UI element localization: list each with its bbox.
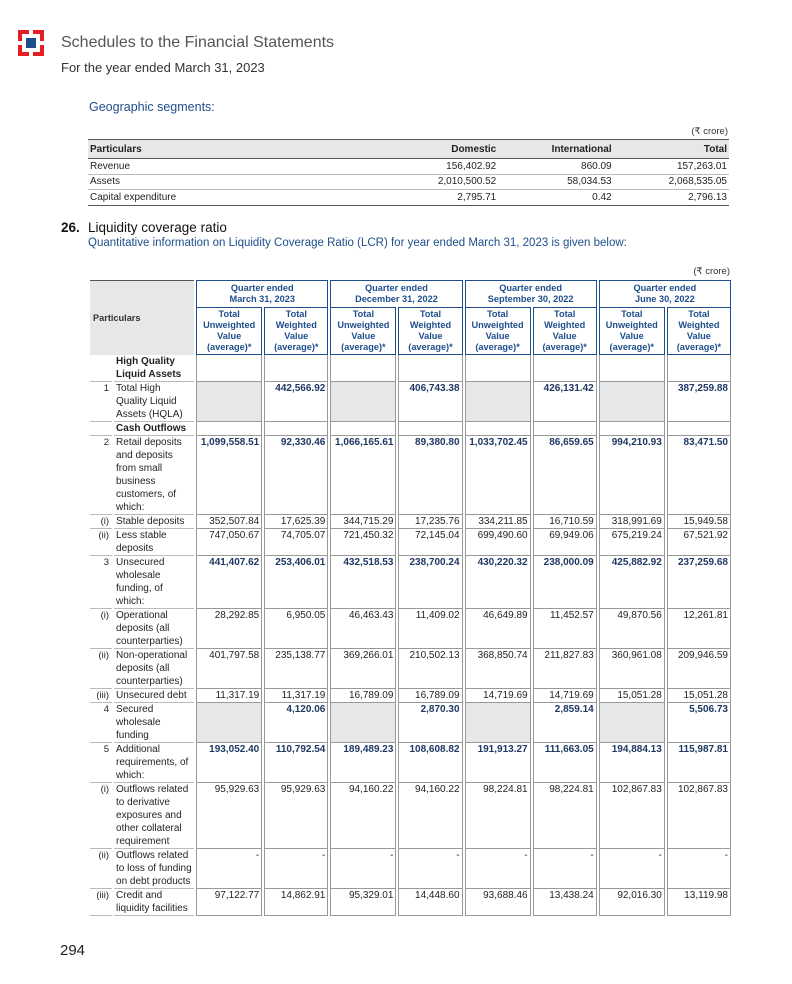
lcr-cell-value: 108,608.82 <box>398 743 462 783</box>
lcr-cell-value: 13,438.24 <box>533 889 597 916</box>
lcr-cell-value: 675,219.24 <box>599 529 665 556</box>
lcr-cell-value: 360,961.08 <box>599 649 665 689</box>
lcr-cell-value: 209,946.59 <box>667 649 731 689</box>
lcr-cell-value: 11,317.19 <box>196 689 262 703</box>
lcr-cell-value: 92,016.30 <box>599 889 665 916</box>
lcr-row-label: Total High Quality Liquid Assets (HQLA) <box>114 382 194 422</box>
geo-cell-value: 157,263.01 <box>614 159 729 175</box>
lcr-col-header-line: Value <box>418 331 443 341</box>
lcr-cell-value: 74,705.07 <box>264 529 328 556</box>
lcr-cell-value: - <box>465 849 531 889</box>
lcr-cell-value: 89,380.80 <box>398 436 462 515</box>
lcr-cell-value: 430,220.32 <box>465 556 531 609</box>
lcr-col-header-line: Total <box>688 309 710 319</box>
lcr-unit-label: (₹ crore) <box>693 266 730 277</box>
lcr-empty-cell <box>667 422 731 436</box>
lcr-cell-value: 237,259.68 <box>667 556 731 609</box>
lcr-empty-cell <box>667 355 731 382</box>
lcr-table-row <box>90 515 731 529</box>
lcr-col-header-line: Value <box>351 331 376 341</box>
lcr-empty-cell <box>196 355 262 382</box>
lcr-table-row <box>90 649 731 689</box>
lcr-col-header-line: Unweighted <box>605 320 658 330</box>
geo-row-label: Revenue <box>88 159 383 175</box>
geo-cell-value: 2,796.13 <box>614 190 729 206</box>
lcr-cell-value: 102,867.83 <box>667 783 731 849</box>
lcr-col-particulars: Particulars <box>90 280 194 355</box>
lcr-col-header-line: Value <box>619 331 644 341</box>
geo-cell-value: 0.42 <box>498 190 613 206</box>
lcr-col-header-line: (average)* <box>676 342 722 352</box>
lcr-row-index: (i) <box>90 515 112 529</box>
lcr-row-label: Credit and liquidity facilities <box>114 889 194 916</box>
lcr-row-label: Less stable deposits <box>114 529 194 556</box>
section-description: Quantitative information on Liquidity Coverage Ratio (LCR) for year ended March 31, 2023 is given below: <box>88 237 627 249</box>
lcr-cell-value: 15,051.28 <box>667 689 731 703</box>
lcr-cell-value: 253,406.01 <box>264 556 328 609</box>
lcr-table-row <box>90 889 731 916</box>
lcr-col-header-line: Value <box>284 331 309 341</box>
lcr-col-header-line: Total <box>352 309 375 319</box>
lcr-cell-value: 442,566.92 <box>264 382 328 422</box>
lcr-group-row <box>90 422 731 436</box>
lcr-cell-value: 368,850.74 <box>465 649 531 689</box>
lcr-empty-cell <box>599 355 665 382</box>
lcr-cell-value: 344,715.29 <box>330 515 396 529</box>
lcr-row-index: (ii) <box>90 649 112 689</box>
lcr-cell-value: 17,235.76 <box>398 515 462 529</box>
lcr-col-header-line: Value <box>217 331 242 341</box>
lcr-cell-value: 94,160.22 <box>330 783 396 849</box>
lcr-cell-value: 1,099,558.51 <box>196 436 262 515</box>
lcr-empty-cell <box>465 422 531 436</box>
geo-table-row <box>88 174 729 190</box>
lcr-cell-value: 28,292.85 <box>196 609 262 649</box>
lcr-cell-value: 432,518.53 <box>330 556 396 609</box>
lcr-cell-value: 86,659.65 <box>533 436 597 515</box>
lcr-col-unweighted <box>196 307 262 355</box>
lcr-cell-value: 1,066,165.61 <box>330 436 396 515</box>
lcr-cell-value: 111,663.05 <box>533 743 597 783</box>
lcr-col-header-line: (average)* <box>206 342 252 352</box>
lcr-row-label: Outflows related to derivative exposures and other collateral requirement <box>114 783 194 849</box>
lcr-col-header-line: Unweighted <box>203 320 256 330</box>
lcr-empty-cell <box>330 422 396 436</box>
lcr-shaded-cell <box>599 382 665 422</box>
lcr-cell-value: 115,987.81 <box>667 743 731 783</box>
lcr-cell-value: 191,913.27 <box>465 743 531 783</box>
lcr-cell-value: 72,145.04 <box>398 529 462 556</box>
lcr-row-index: (iii) <box>90 889 112 916</box>
lcr-quarter-header-row <box>90 280 731 307</box>
lcr-empty-cell <box>533 355 597 382</box>
lcr-empty-cell <box>465 355 531 382</box>
lcr-cell-value: 747,050.67 <box>196 529 262 556</box>
lcr-cell-value: 98,224.81 <box>465 783 531 849</box>
lcr-empty-cell <box>90 422 112 436</box>
lcr-cell-value: 334,211.85 <box>465 515 531 529</box>
lcr-cell-value: 102,867.83 <box>599 783 665 849</box>
geo-col-particulars: Particulars <box>88 140 383 159</box>
lcr-col-header-line: Weighted <box>275 320 317 330</box>
lcr-empty-cell <box>90 355 112 382</box>
geo-col-international: International <box>498 140 613 159</box>
lcr-col-header-line: (average)* <box>274 342 319 352</box>
geo-cell-value: 156,402.92 <box>383 159 498 175</box>
lcr-cell-value: 4,120.06 <box>264 703 328 743</box>
lcr-cell-value: 401,797.58 <box>196 649 262 689</box>
lcr-cell-value: 95,329.01 <box>330 889 396 916</box>
lcr-quarter-label-line2: September 30, 2022 <box>487 294 574 304</box>
lcr-row-label: Unsecured debt <box>114 689 194 703</box>
lcr-table-row <box>90 556 731 609</box>
geographic-segments-heading: Geographic segments: <box>89 100 215 114</box>
lcr-cell-value: 238,700.24 <box>398 556 462 609</box>
lcr-row-index: (i) <box>90 783 112 849</box>
lcr-table-row <box>90 849 731 889</box>
lcr-col-header-line: Value <box>686 331 711 341</box>
lcr-cell-value: 69,949.06 <box>533 529 597 556</box>
lcr-cell-value: 14,719.69 <box>465 689 531 703</box>
lcr-cell-value: 189,489.23 <box>330 743 396 783</box>
lcr-cell-value: 15,051.28 <box>599 689 665 703</box>
lcr-cell-value: 2,870.30 <box>398 703 462 743</box>
lcr-table-row <box>90 436 731 515</box>
lcr-cell-value: 94,160.22 <box>398 783 462 849</box>
lcr-quarter-header <box>330 280 462 307</box>
geo-cell-value: 2,795.71 <box>383 190 498 206</box>
lcr-col-header-line: (average)* <box>408 342 453 352</box>
lcr-cell-value: 425,882.92 <box>599 556 665 609</box>
lcr-cell-value: 95,929.63 <box>196 783 262 849</box>
lcr-col-header-line: Total <box>621 309 643 319</box>
geographic-segments-table <box>88 139 729 206</box>
lcr-cell-value: 5,506.73 <box>667 703 731 743</box>
lcr-col-header-line: Total <box>285 309 307 319</box>
lcr-cell-value: 369,266.01 <box>330 649 396 689</box>
geo-cell-value: 58,034.53 <box>498 174 613 190</box>
lcr-col-unweighted <box>599 307 665 355</box>
page-number: 294 <box>60 942 86 959</box>
lcr-row-index: (ii) <box>90 849 112 889</box>
lcr-col-weighted <box>398 307 462 355</box>
lcr-cell-value: 98,224.81 <box>533 783 597 849</box>
lcr-row-index: 3 <box>90 556 112 609</box>
lcr-col-header-line: (average)* <box>542 342 587 352</box>
lcr-cell-value: - <box>599 849 665 889</box>
lcr-quarter-label-line1: Quarter ended <box>633 283 697 293</box>
geo-table-row <box>88 159 729 175</box>
lcr-cell-value: 426,131.42 <box>533 382 597 422</box>
lcr-cell-value: - <box>196 849 262 889</box>
lcr-col-header-line: Total <box>554 309 576 319</box>
lcr-cell-value: - <box>330 849 396 889</box>
lcr-table <box>88 280 733 916</box>
lcr-table-row <box>90 382 731 422</box>
geographic-unit-label: (₹ crore) <box>691 126 728 137</box>
lcr-row-index: 2 <box>90 436 112 515</box>
lcr-table-row <box>90 703 731 743</box>
lcr-empty-cell <box>398 355 462 382</box>
lcr-col-header-line: Value <box>485 331 510 341</box>
lcr-cell-value: 11,409.02 <box>398 609 462 649</box>
lcr-empty-cell <box>398 422 462 436</box>
lcr-cell-value: 46,463.43 <box>330 609 396 649</box>
lcr-empty-cell <box>330 355 396 382</box>
lcr-row-label: Non-operational deposits (all counterparties) <box>114 649 194 689</box>
lcr-col-header-line: Total <box>419 309 442 319</box>
lcr-cell-value: 235,138.77 <box>264 649 328 689</box>
lcr-group-label: Cash Outflows <box>114 422 194 436</box>
lcr-cell-value: - <box>264 849 328 889</box>
lcr-shaded-cell <box>196 382 262 422</box>
lcr-cell-value: 97,122.77 <box>196 889 262 916</box>
lcr-row-label: Retail deposits and deposits from small business customers, of which: <box>114 436 194 515</box>
lcr-quarter-label-line2: December 31, 2022 <box>355 294 438 304</box>
lcr-cell-value: 92,330.46 <box>264 436 328 515</box>
lcr-cell-value: - <box>533 849 597 889</box>
lcr-col-header-line: Total <box>218 309 240 319</box>
lcr-row-label: Stable deposits <box>114 515 194 529</box>
section-number: 26. <box>61 220 80 235</box>
lcr-cell-value: 49,870.56 <box>599 609 665 649</box>
lcr-cell-value: 16,710.59 <box>533 515 597 529</box>
lcr-cell-value: 14,719.69 <box>533 689 597 703</box>
lcr-cell-value: 193,052.40 <box>196 743 262 783</box>
lcr-empty-cell <box>264 355 328 382</box>
lcr-col-header-line: Value <box>552 331 577 341</box>
lcr-col-header-line: Weighted <box>544 320 586 330</box>
geo-cell-value: 2,010,500.52 <box>383 174 498 190</box>
lcr-cell-value: 14,862.91 <box>264 889 328 916</box>
lcr-quarter-label-line1: Quarter ended <box>499 283 563 293</box>
lcr-shaded-cell <box>196 703 262 743</box>
lcr-cell-value: - <box>667 849 731 889</box>
lcr-row-label: Unsecured wholesale funding, of which: <box>114 556 194 609</box>
lcr-col-header-line: Weighted <box>409 320 452 330</box>
geo-table-row <box>88 190 729 206</box>
lcr-quarter-label-line1: Quarter ended <box>365 283 428 293</box>
page-header-title: Schedules to the Financial Statements <box>61 34 335 51</box>
lcr-quarter-label-line1: Quarter ended <box>230 283 294 293</box>
lcr-row-label: Additional requirements, of which: <box>114 743 194 783</box>
lcr-cell-value: 16,789.09 <box>398 689 462 703</box>
section-title: Liquidity coverage ratio <box>88 220 227 235</box>
lcr-table-row <box>90 689 731 703</box>
lcr-cell-value: 1,033,702.45 <box>465 436 531 515</box>
lcr-group-label: High Quality Liquid Assets <box>114 355 194 382</box>
lcr-cell-value: 210,502.13 <box>398 649 462 689</box>
geo-header-row <box>88 140 729 159</box>
lcr-row-index: 1 <box>90 382 112 422</box>
lcr-empty-cell <box>196 422 262 436</box>
lcr-cell-value: 238,000.09 <box>533 556 597 609</box>
lcr-row-label: Outflows related to loss of funding on debt products <box>114 849 194 889</box>
lcr-shaded-cell <box>465 382 531 422</box>
bank-logo-icon <box>18 30 44 56</box>
geo-col-domestic: Domestic <box>383 140 498 159</box>
lcr-col-header-line: (average)* <box>341 342 386 352</box>
lcr-cell-value: 93,688.46 <box>465 889 531 916</box>
lcr-cell-value: 318,991.69 <box>599 515 665 529</box>
lcr-cell-value: 110,792.54 <box>264 743 328 783</box>
lcr-table-row <box>90 529 731 556</box>
lcr-cell-value: 6,950.05 <box>264 609 328 649</box>
lcr-col-header-line: Unweighted <box>337 320 390 330</box>
lcr-cell-value: 14,448.60 <box>398 889 462 916</box>
lcr-cell-value: 441,407.62 <box>196 556 262 609</box>
lcr-col-unweighted <box>330 307 396 355</box>
lcr-cell-value: 13,119.98 <box>667 889 731 916</box>
lcr-empty-cell <box>533 422 597 436</box>
lcr-cell-value: 387,259.88 <box>667 382 731 422</box>
lcr-group-row <box>90 355 731 382</box>
lcr-cell-value: 352,507.84 <box>196 515 262 529</box>
lcr-row-index: (ii) <box>90 529 112 556</box>
lcr-table-row <box>90 609 731 649</box>
lcr-cell-value: 194,884.13 <box>599 743 665 783</box>
geo-row-label: Assets <box>88 174 383 190</box>
lcr-cell-value: 11,452.57 <box>533 609 597 649</box>
lcr-row-label: Operational deposits (all counterparties) <box>114 609 194 649</box>
lcr-shaded-cell <box>330 382 396 422</box>
lcr-cell-value: 994,210.93 <box>599 436 665 515</box>
lcr-cell-value: 11,317.19 <box>264 689 328 703</box>
lcr-table-row <box>90 783 731 849</box>
lcr-col-header-line: (average)* <box>609 342 654 352</box>
lcr-cell-value: 46,649.89 <box>465 609 531 649</box>
lcr-cell-value: 406,743.38 <box>398 382 462 422</box>
lcr-col-header-line: Total <box>486 309 509 319</box>
lcr-col-header-line: Unweighted <box>471 320 524 330</box>
lcr-cell-value: 15,949.58 <box>667 515 731 529</box>
lcr-row-index: (iii) <box>90 689 112 703</box>
lcr-row-index: (i) <box>90 609 112 649</box>
lcr-cell-value: 211,827.83 <box>533 649 597 689</box>
lcr-cell-value: - <box>398 849 462 889</box>
lcr-cell-value: 699,490.60 <box>465 529 531 556</box>
lcr-empty-cell <box>264 422 328 436</box>
geo-col-total: Total <box>614 140 729 159</box>
lcr-cell-value: 83,471.50 <box>667 436 731 515</box>
lcr-shaded-cell <box>599 703 665 743</box>
lcr-shaded-cell <box>330 703 396 743</box>
lcr-col-weighted <box>667 307 731 355</box>
geo-row-label: Capital expenditure <box>88 190 383 206</box>
lcr-cell-value: 67,521.92 <box>667 529 731 556</box>
lcr-cell-value: 16,789.09 <box>330 689 396 703</box>
page-header-subtitle: For the year ended March 31, 2023 <box>61 60 265 75</box>
lcr-cell-value: 12,261.81 <box>667 609 731 649</box>
lcr-col-header-line: Weighted <box>678 320 720 330</box>
lcr-cell-value: 17,625.39 <box>264 515 328 529</box>
lcr-quarter-header <box>599 280 731 307</box>
lcr-cell-value: 95,929.63 <box>264 783 328 849</box>
geo-cell-value: 2,068,535.05 <box>614 174 729 190</box>
lcr-col-weighted <box>533 307 597 355</box>
lcr-quarter-label-line2: June 30, 2022 <box>634 294 695 304</box>
lcr-shaded-cell <box>465 703 531 743</box>
lcr-row-index: 5 <box>90 743 112 783</box>
lcr-quarter-label-line2: March 31, 2023 <box>229 294 295 304</box>
lcr-row-index: 4 <box>90 703 112 743</box>
lcr-col-header-line: (average)* <box>475 342 520 352</box>
lcr-col-unweighted <box>465 307 531 355</box>
lcr-empty-cell <box>599 422 665 436</box>
lcr-row-label: Secured wholesale funding <box>114 703 194 743</box>
lcr-cell-value: 721,450.32 <box>330 529 396 556</box>
lcr-quarter-header <box>196 280 328 307</box>
lcr-cell-value: 2,859.14 <box>533 703 597 743</box>
lcr-quarter-header <box>465 280 597 307</box>
geo-cell-value: 860.09 <box>498 159 613 175</box>
lcr-col-weighted <box>264 307 328 355</box>
lcr-table-row <box>90 743 731 783</box>
